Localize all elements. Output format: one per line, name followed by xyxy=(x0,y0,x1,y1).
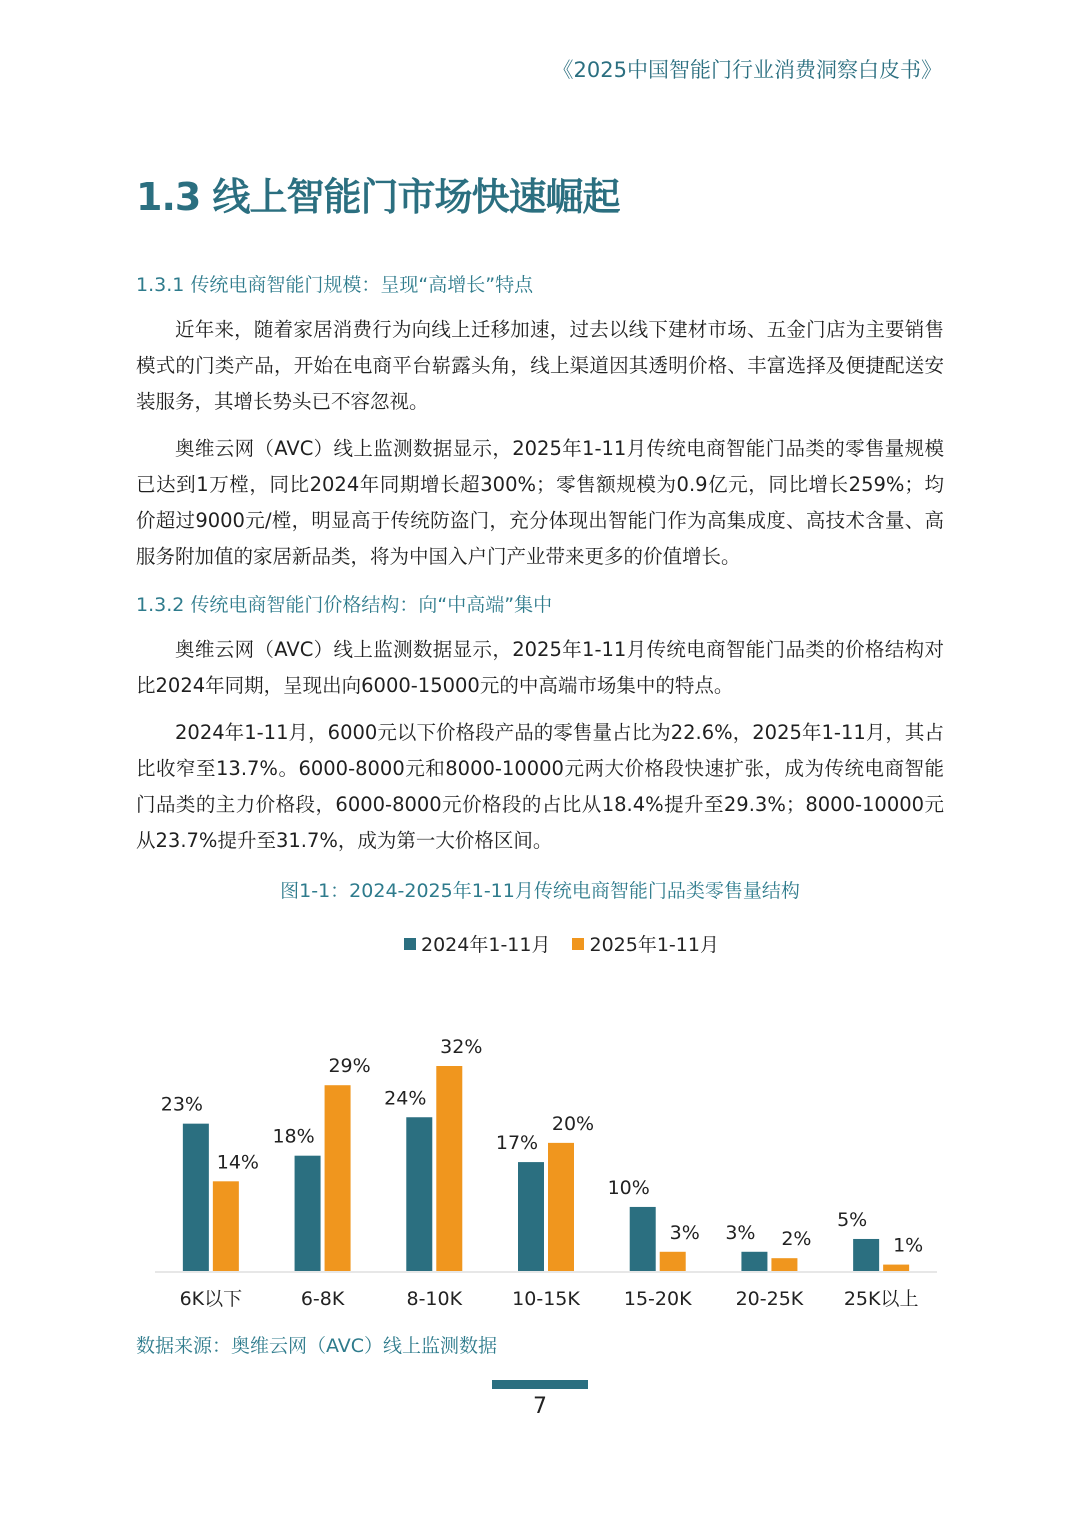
data-source-note: 数据来源：奥维云网（AVC）线上监测数据 xyxy=(136,1335,498,1357)
bar-2024-1 xyxy=(295,1156,321,1271)
bar-2024-2 xyxy=(406,1117,432,1271)
x-tick-label-6: 25K以上 xyxy=(843,1288,919,1310)
data-label-2025-1: 29% xyxy=(328,1055,371,1078)
subsection-title-1-3-2: 1.3.2 传统电商智能门价格结构：向“中高端”集中 xyxy=(136,594,553,616)
data-label-2024-5: 3% xyxy=(725,1221,756,1244)
legend-label-2024: 2024年1-11月 xyxy=(421,934,551,956)
page-number-bar xyxy=(492,1380,588,1389)
legend-item-2025 xyxy=(572,930,718,957)
data-label-2025-3: 20% xyxy=(551,1112,595,1135)
bar-2025-0 xyxy=(213,1181,239,1271)
data-label-2025-4: 3% xyxy=(669,1221,700,1244)
figure-caption: 图1-1：2024-2025年1-11月传统电商智能门品类零售量结构 xyxy=(280,880,800,902)
paragraph: 近年来，随着家居消费行为向线上迁移加速，过去以线下建材市场、五金门店为主要销售模式的门类产品，开始在电商平台崭露头角，线上渠道因其透明价格、丰富选择及便捷配送安装服务，其增长势头已不容忽视。 xyxy=(136,318,944,413)
x-tick-label-4: 15-20K xyxy=(623,1288,692,1310)
bar-2024-5 xyxy=(741,1252,767,1271)
legend-label-2025: 2025年1-11月 xyxy=(589,934,719,956)
bar-2025-5 xyxy=(771,1258,797,1271)
bar-2025-4 xyxy=(660,1252,686,1271)
data-label-2025-5: 2% xyxy=(781,1228,812,1251)
x-tick-label-1: 6-8K xyxy=(300,1288,345,1310)
data-label-2024-6: 5% xyxy=(837,1208,868,1231)
bar-2025-6 xyxy=(883,1265,909,1271)
section-title: 1.3 线上智能门市场快速崛起 xyxy=(136,175,620,219)
bar-2024-6 xyxy=(853,1239,879,1271)
x-tick-label-3: 10-15K xyxy=(512,1288,580,1310)
bar-2024-0 xyxy=(183,1124,209,1271)
legend-item-2024 xyxy=(404,930,550,957)
legend-swatch-2025 xyxy=(572,938,584,950)
data-label-2025-6: 1% xyxy=(893,1234,924,1257)
chart-legend xyxy=(404,930,719,957)
data-label-2024-2: 24% xyxy=(384,1087,427,1110)
bar-2025-2 xyxy=(436,1066,462,1271)
paragraph: 奥维云网（AVC）线上监测数据显示，2025年1-11月传统电商智能门品类的零售量规模已达到1万樘，同比2024年同期增长超300%；零售额规模为0.9亿元，同比增长259%；均价超过9000元/樘，明显高于传统防盗门，充分体现出智能门作为高集成度、高技术含量、高服务附加值的家居新品类，将为中国入户门产业带来更多的价值增长。 xyxy=(136,437,944,568)
subsection-title-1-3-1: 1.3.1 传统电商智能门规模：呈现“高增长”特点 xyxy=(136,274,534,296)
data-label-2025-2: 32% xyxy=(440,1036,483,1058)
data-label-2025-0: 14% xyxy=(216,1151,259,1174)
bar-2025-1 xyxy=(325,1085,351,1271)
bar-2024-3 xyxy=(518,1162,544,1271)
legend-swatch-2024 xyxy=(404,938,416,950)
x-tick-label-0: 6K以下 xyxy=(179,1288,243,1310)
bar-2024-4 xyxy=(630,1207,656,1271)
x-tick-label-5: 20-25K xyxy=(735,1288,804,1310)
data-label-2024-1: 18% xyxy=(272,1125,315,1148)
data-label-2024-3: 17% xyxy=(495,1132,539,1155)
data-label-2024-0: 23% xyxy=(160,1093,203,1116)
paragraph: 奥维云网（AVC）线上监测数据显示，2025年1-11月传统电商智能门品类的价格结构对比2024年同期，呈现出向6000-15000元的中高端市场集中的特点。 xyxy=(136,638,944,697)
paragraph: 2024年1-11月，6000元以下价格段产品的零售量占比为22.6%，2025年1-11月，其占比收窄至13.7%。6000-8000元和8000-10000元两大价格段快速扩张，成为传统电商智能门品类的主力价格段，6000-8000元价格段的占比从18.4%提升至29.3%；8000-10000元从23.7%提升至31.7%，成为第一大价格区间。 xyxy=(136,721,944,852)
bar-2025-3 xyxy=(548,1143,574,1271)
running-header: 《2025中国智能门行业消费洞察白皮书》 xyxy=(552,58,942,82)
page-number: 7 xyxy=(533,1394,547,1419)
x-tick-label-2: 8-10K xyxy=(406,1288,463,1310)
data-label-2024-4: 10% xyxy=(607,1176,650,1199)
bar-chart xyxy=(0,990,1080,1320)
